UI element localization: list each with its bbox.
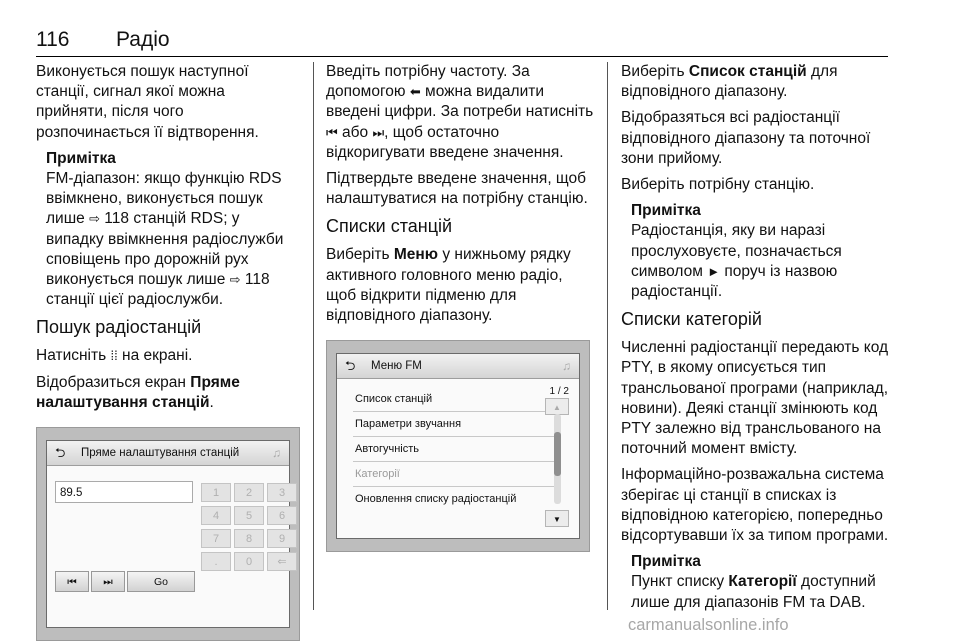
screen-header: [47, 441, 289, 466]
text: Введіть потрібну частоту. За допомогою: [326, 63, 530, 101]
menu-item[interactable]: Оновлення списку радіостанцій: [355, 493, 517, 506]
scrollbar-thumb[interactable]: [554, 432, 561, 476]
scroll-down-icon[interactable]: ▼: [545, 510, 569, 527]
page-ref[interactable]: 118: [104, 210, 130, 228]
bold-term: Категорії: [728, 573, 797, 591]
menu-separator: [353, 411, 561, 412]
screen-title: Пряме налаштування станцій: [81, 447, 240, 460]
paragraph: [621, 62, 891, 102]
keypad-key[interactable]: 8: [234, 529, 264, 548]
note: [631, 552, 891, 613]
text: , щоб остаточно відкоригувати введене значення.: [326, 123, 564, 161]
screen-title: Меню FM: [371, 360, 422, 373]
keypad-key[interactable]: 4: [201, 506, 231, 525]
note: [46, 149, 298, 311]
page-ref-icon: ⇨: [229, 272, 241, 288]
screen: [46, 440, 290, 628]
text: Відобразиться екран: [36, 373, 191, 391]
text: у нижньому рядку активного головного меню радіо, щоб відкрити підменю для відповідного діапазону.: [326, 246, 571, 325]
paragraph: [326, 62, 594, 163]
screen: [336, 353, 580, 539]
note: [631, 201, 891, 302]
screenshot-direct-tuning: [36, 427, 300, 641]
watermark: carmanualsonline.info: [628, 616, 789, 634]
backspace-icon: ⬅: [409, 84, 421, 100]
keypad-key[interactable]: 9: [267, 529, 297, 548]
menu-item[interactable]: Список станцій: [355, 393, 433, 406]
note-text: поруч із назвою радіостанції.: [631, 262, 838, 301]
bold-term: Пряме налаштування станцій: [36, 373, 240, 411]
paragraph: Інформаційно-розважальна система зберігає ці станції в списках із відповідною категорією, попередньо відсортувавши їх за типом програми.: [621, 466, 889, 545]
page-title: Радіо: [116, 28, 170, 51]
text: .: [209, 393, 214, 411]
menu-item[interactable]: Категорії: [355, 468, 400, 481]
section-heading: Списки категорій: [621, 309, 762, 330]
text: для відповідного діапазону.: [621, 63, 838, 101]
note-title: Примітка: [46, 149, 116, 167]
music-icon[interactable]: ♫: [562, 359, 571, 374]
note-text: Радіостанція, яку ви наразі прослуховуєте, позначається символом: [631, 222, 842, 280]
menu-separator: [353, 436, 561, 437]
page-number: 116: [36, 28, 70, 51]
note-text: станції цієї радіослужби.: [46, 291, 224, 309]
screen-header: [337, 354, 579, 379]
paragraph: [326, 245, 594, 326]
tune-icon: ⁞⁞: [110, 348, 118, 364]
note-text: FM-діапазон: якщо функцію RDS ввімкнено, виконується пошук лише: [46, 170, 282, 228]
text: Виберіть: [621, 63, 689, 80]
note-title: Примітка: [631, 202, 701, 220]
text: на екрані.: [117, 347, 193, 365]
previous-icon[interactable]: ⏮: [55, 571, 89, 592]
column-2: [326, 62, 594, 552]
paragraph: [36, 373, 298, 413]
scroll-up-icon[interactable]: ▲: [545, 398, 569, 415]
keypad-key[interactable]: 2: [234, 483, 264, 502]
bold-term: Меню: [393, 246, 439, 264]
go-button[interactable]: Go: [127, 571, 195, 592]
keypad-key[interactable]: .: [201, 552, 231, 571]
page-indicator: 1 / 2: [549, 386, 569, 398]
paragraph: Численні радіостанції передають код PTY, в якому описується тип трансльованої програми (наприклад, новини). Деякі станції змінюють код PTY залежно від трансльованого на поточний момент вмісту.: [621, 339, 889, 458]
previous-icon: ⏮: [326, 124, 338, 140]
page-ref-icon: ⇨: [89, 211, 100, 227]
note-text: доступний лише для діапазонів FM та DAB.: [631, 573, 876, 611]
note-text: Пункт списку: [631, 573, 729, 591]
music-icon[interactable]: ♫: [272, 446, 281, 461]
menu-item[interactable]: Автогучність: [355, 443, 420, 456]
paragraph: Відобразяться всі радіостанції відповідного діапазону та поточної зони прийому.: [621, 109, 871, 167]
keypad-key[interactable]: 6: [267, 506, 297, 525]
keypad-key[interactable]: 5: [234, 506, 264, 525]
text: Натисніть: [36, 347, 111, 365]
keypad-key[interactable]: 3: [267, 483, 297, 502]
menu-item[interactable]: Параметри звучання: [355, 418, 462, 431]
page-header: [36, 26, 888, 57]
back-icon[interactable]: ⮌: [55, 445, 66, 461]
note-title: Примітка: [631, 553, 701, 571]
menu-separator: [353, 486, 561, 487]
play-icon: ►: [707, 263, 721, 279]
bold-term: Список станцій: [688, 63, 807, 80]
keypad-key[interactable]: 0: [234, 552, 264, 571]
column-divider: [313, 62, 314, 610]
keypad-key[interactable]: ⇐: [267, 552, 297, 571]
section-heading: Списки станцій: [326, 216, 453, 237]
paragraph: Підтвердьте введене значення, щоб налаштуватися на потрібну станцію.: [326, 170, 588, 208]
keypad-key[interactable]: 7: [201, 529, 231, 548]
text: Виберіть: [326, 246, 394, 264]
menu-separator: [353, 461, 561, 462]
next-icon: ⏭: [372, 124, 385, 140]
column-1: [36, 62, 298, 641]
page-ref[interactable]: 118: [244, 271, 270, 289]
column-divider: [607, 62, 608, 610]
paragraph: Виберіть потрібну станцію.: [621, 176, 815, 194]
text: можна видалити введені цифри. За потреби натисніть: [326, 83, 594, 121]
frequency-field[interactable]: 89.5: [55, 481, 193, 503]
next-icon[interactable]: ⏭: [91, 571, 125, 592]
keypad-key[interactable]: 1: [201, 483, 231, 502]
paragraph: Виконується пошук наступної станції, сигнал якої можна прийняти, після чого розпочинається її відтворення.: [36, 63, 259, 141]
paragraph: [36, 346, 298, 366]
note-text: станцій RDS; у випадку ввімкнення радіослужби сповіщень про дорожній рух виконується пошук лише: [46, 210, 284, 289]
text: або: [337, 123, 373, 141]
section-heading: Пошук радіостанцій: [36, 317, 202, 338]
back-icon[interactable]: ⮌: [345, 358, 356, 374]
column-3: [621, 62, 891, 619]
screenshot-fm-menu: [326, 340, 590, 552]
